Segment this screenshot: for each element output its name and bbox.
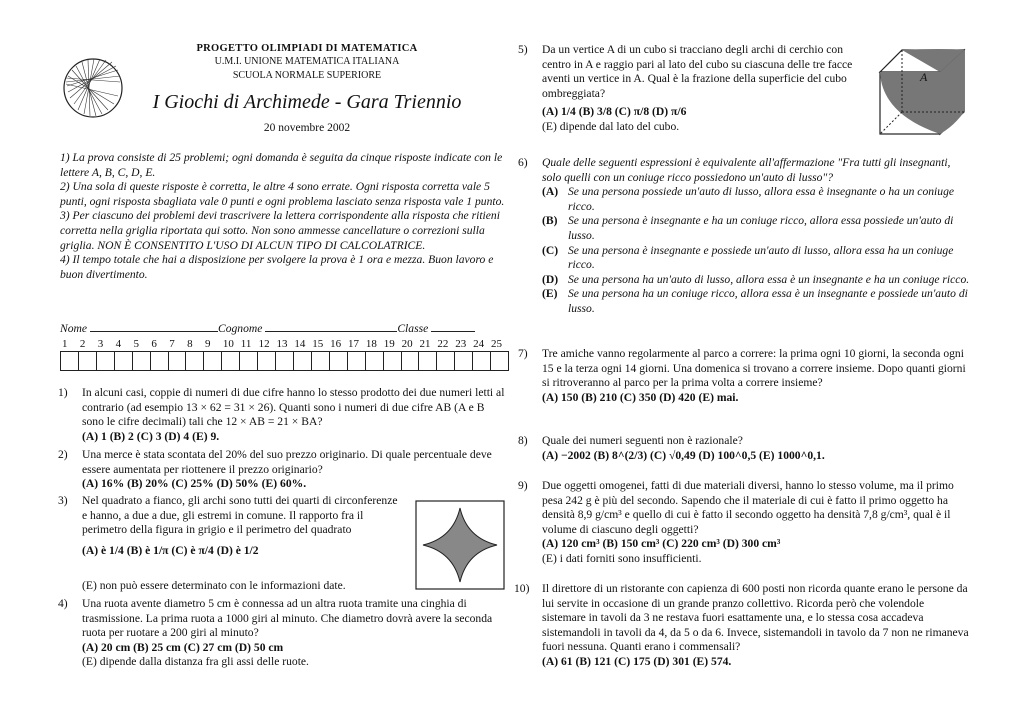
option-key: (B) [542, 214, 558, 228]
exam-date: 20 novembre 2002 [263, 122, 351, 134]
answer-options: (A) 61 (B) 121 (C) 175 (D) 301 (E) 574. [542, 654, 732, 668]
answer-grid-numbers [60, 338, 507, 350]
option-key: (D) [542, 272, 559, 286]
option-key: (E) [542, 287, 558, 301]
grid-number: 10 [222, 338, 234, 350]
cube-figure [874, 44, 970, 140]
rule-3: 3) Per ciascuno dei problemi devi trascrivere la lettera corrispondente alla risposta che ritieni corretta nella griglia riportata qui sotto. Non sono ammesse cancellature o correzioni sulla griglia. NON È CONSENTITO L'USO DI ALCUN TIPO DI CALCOLATRICE. [60, 209, 500, 252]
grid-number: 11 [240, 338, 252, 350]
answer-options: (A) è 1/4 (B) è 1/π (C) è π/4 (D) è 1/2 [82, 543, 259, 557]
grid-cell[interactable] [473, 352, 491, 370]
grid-number: 22 [437, 338, 449, 350]
grid-number: 18 [365, 338, 377, 350]
grid-number: 20 [401, 338, 413, 350]
grid-cell[interactable] [222, 352, 240, 370]
question-text: Da un vertice A di un cubo si tracciano degli archi di cerchio con centro in A e raggio pari al lato del cubo su ciascuna delle tre facce aventi un vertice in A. Qual è la frazione della superficie del cubo ombreggiata? [542, 43, 853, 100]
question-text: Una ruota avente diametro 5 cm è connessa ad un altra ruota tramite una cinghia di trasmissione. La prima ruota a 1000 giri al minuto. Che diametro dovrà avere la seconda ruota per ruotare a 200 giri al minuto? [82, 597, 493, 640]
question-text: Tre amiche vanno regolarmente al parco a correre: la prima ogni 10 giorni, la seconda ogni 15 e la terza ogni 14 giorni. Una domenica si trovano a correre insieme. Dopo quanti giorni si ritroveranno al parco per la prima volta a correre insieme? [542, 347, 966, 390]
grid-cell[interactable] [348, 352, 366, 370]
name-label: Nome [60, 322, 88, 335]
option-text: Se una persona possiede un'auto di lusso, allora essa è insegnante o ha un coniuge ricco. [568, 185, 955, 213]
grid-number: 13 [276, 338, 288, 350]
grid-cell[interactable] [384, 352, 402, 370]
question-text: Una merce è stata scontata del 20% del suo prezzo originario. Di quale percentuale deve essere aumentata per riottenere il prezzo originario? [82, 448, 492, 476]
grid-cell[interactable] [330, 352, 348, 370]
grid-number: 19 [383, 338, 395, 350]
grid-cell[interactable] [79, 352, 97, 370]
org-line-1: PROGETTO OLIMPIADI DI MATEMATICA [196, 43, 418, 54]
grid-number: 15 [312, 338, 324, 350]
grid-number: 14 [294, 338, 306, 350]
question-8 [520, 434, 970, 463]
rule-4: 4) Il tempo totale che hai a disposizione per svolgere la prova è 1 ora e mezza. Buon lavoro e buon divertimento. [60, 253, 494, 281]
grid-cell[interactable] [491, 352, 508, 370]
grid-number: 21 [419, 338, 431, 350]
grid-number: 9 [205, 338, 211, 350]
answer-options: (A) 150 (B) 210 (C) 350 (D) 420 (E) mai. [542, 390, 739, 404]
option-key: (C) [542, 243, 559, 257]
question-7 [520, 347, 970, 405]
class-label: Classe [397, 322, 429, 335]
option-b [520, 214, 970, 243]
question-10 [514, 582, 970, 670]
grid-cell[interactable] [186, 352, 204, 370]
student-form [60, 321, 508, 337]
grid-cell[interactable] [276, 352, 294, 370]
archimedes-logo [62, 48, 124, 128]
answer-options: (A) 120 cm³ (B) 150 cm³ (C) 220 cm³ (D) 300 cm³ [542, 537, 781, 551]
grid-cell[interactable] [169, 352, 187, 370]
question-number: 4) [58, 597, 68, 610]
question-text: Quale delle seguenti espressioni è equivalente all'affermazione "Fra tutti gli insegnanti, solo quelli con un coniuge ricco possiedono un'auto di lusso"? [542, 156, 951, 184]
option-key: (A) [542, 185, 559, 199]
question-2 [60, 448, 508, 492]
grid-cell[interactable] [258, 352, 276, 370]
answer-options: (A) 20 cm (B) 25 cm (C) 27 cm (D) 50 cm [82, 640, 284, 654]
grid-number: 2 [79, 338, 86, 350]
grid-number: 24 [473, 338, 485, 350]
answer-option-e: (E) i dati forniti sono insufficienti. [542, 551, 702, 565]
grid-cell[interactable] [151, 352, 169, 370]
rule-1: 1) La prova consiste di 25 problemi; ogni domanda è seguita da cinque risposte indicate con le lettere A, B, C, D, E. [60, 151, 503, 179]
question-number: 6) [518, 156, 528, 169]
grid-number: 5 [133, 338, 139, 350]
option-c [520, 244, 970, 273]
question-number: 2) [58, 448, 68, 461]
grid-cell[interactable] [61, 352, 79, 370]
grid-cell[interactable] [133, 352, 151, 370]
answer-option-e: (E) dipende dalla distanza fra gli assi delle ruote. [82, 655, 309, 669]
grid-cell[interactable] [402, 352, 420, 370]
grid-number: 17 [348, 338, 359, 350]
grid-number: 6 [151, 338, 157, 350]
question-number: 8) [518, 434, 528, 447]
grid-number: 8 [187, 338, 193, 350]
grid-cell[interactable] [294, 352, 312, 370]
grid-number: 1 [62, 338, 68, 350]
org-line-2: U.M.I. UNIONE MATEMATICA ITALIANA [214, 56, 400, 67]
option-e [520, 287, 970, 316]
answer-option-e: (E) non può essere determinato con le informazioni date. [82, 579, 346, 592]
grid-number: 7 [169, 338, 175, 350]
option-text: Se una persona è insegnante e possiede un'auto di lusso, allora essa ha un coniuge ricco. [568, 243, 954, 272]
option-text: Se una persona ha un'auto di lusso, allora essa è un insegnante e ha un coniuge ricco. [568, 272, 970, 286]
grid-cell[interactable] [419, 352, 437, 370]
rule-2: 2) Una sola di queste risposte è corretta, le altre 4 sono errate. Ogni risposta corretta vale 5 punti, ogni risposta sbagliata vale 0 punti e ogni problema lasciato senza risposta vale 1 punto. [60, 180, 505, 208]
question-5 [520, 43, 860, 135]
question-text: Il direttore di un ristorante con capienza di 600 posti non ricorda quante erano le persone da lui servite in occasione di un grande pranzo collettivo. Ricorda però che volendole sistemare in tavoli da 3 ne restava fuori esattamente una, e lo stessa cosa accadeva sistemandoli in tavoli da 4, da 5 o da 6. Invece, sistemandoli in tavolo da 7 non ne rimaneva fuori nessuna. Quanti erano i commensali? [542, 582, 969, 654]
option-d [520, 273, 970, 288]
grid-cell[interactable] [115, 352, 133, 370]
grid-cell[interactable] [437, 352, 455, 370]
answer-options: (A) −2002 (B) 8^(2/3) (C) √0,49 (D) 100^0,5 (E) 1000^0,1. [542, 448, 825, 462]
question-6 [520, 156, 970, 317]
answer-options: (A) 1/4 (B) 3/8 (C) π/8 (D) π/6 [542, 105, 687, 119]
grid-cell[interactable] [204, 352, 222, 370]
answer-options: (A) 1 (B) 2 (C) 3 (D) 4 (E) 9. [82, 429, 220, 443]
grid-cell[interactable] [97, 352, 115, 370]
grid-number: 23 [455, 338, 467, 350]
grid-number: 25 [491, 338, 502, 350]
question-4 [60, 597, 508, 670]
question-number: 1) [58, 386, 68, 399]
question-number: 7) [518, 347, 528, 360]
answer-options: (A) 16% (B) 20% (C) 25% (D) 50% (E) 60%. [82, 477, 307, 491]
grid-number: 3 [97, 338, 104, 350]
option-a [520, 185, 970, 214]
question-3 [60, 494, 400, 558]
square-arcs-figure [415, 500, 505, 590]
option-text: Se una persona ha un coniuge ricco, allora essa è un insegnante e possiede un'auto di lusso. [568, 287, 968, 315]
answer-option-e: (E) dipende dal lato del cubo. [542, 119, 680, 133]
question-text: Quale dei numeri seguenti non è razionale? [542, 434, 743, 447]
question-1 [60, 386, 508, 444]
surname-label: Cognome [217, 322, 263, 335]
surname-field[interactable] [265, 321, 397, 332]
question-number: 9) [518, 479, 528, 492]
question-text: In alcuni casi, coppie di numeri di due cifre hanno lo stesso prodotto dei due numeri letti al contrario (ad esempio 13 × 62 = 31 × 26). Quanti sono i numeri di due cifre AB (A e B sono le cifre decimali) tali che 12 × AB = 21 × BA? [82, 386, 505, 429]
question-number: 3) [58, 494, 68, 507]
vertex-label-a: A [920, 70, 928, 84]
grid-number: 4 [115, 338, 122, 350]
page-title: I Giochi di Archimede - Gara Triennio [152, 91, 462, 113]
name-field[interactable] [90, 321, 218, 332]
org-line-3: SCUOLA NORMALE SUPERIORE [232, 70, 382, 81]
class-field[interactable] [431, 321, 475, 332]
question-text: Due oggetti omogenei, fatti di due materiali diversi, hanno lo stesso volume, ma il primo pesa 242 g è più del secondo. Sapendo che il materiale di cui è fatto il primo oggetto ha densità 8,9 g/cm³ e quello di cui è fatto il secondo oggetto ha densità 7,8 g/cm³, qual è il volume di ciascuno degli oggetti? [542, 479, 954, 536]
grid-cell[interactable] [240, 352, 258, 370]
rules-list [60, 151, 508, 282]
answer-grid[interactable] [60, 351, 509, 371]
question-text: Nel quadrato a fianco, gli archi sono tutti dei quarti di circonferenze e hanno, a due a due, gli estremi in comune. Il rapporto fra il perimetro della figura in grigio e il perimetro del quadrato [82, 494, 398, 537]
grid-cell[interactable] [312, 352, 330, 370]
question-number: 10) [514, 582, 530, 595]
grid-number: 12 [258, 338, 270, 350]
grid-cell[interactable] [366, 352, 384, 370]
grid-cell[interactable] [455, 352, 473, 370]
question-9 [520, 479, 970, 567]
option-text: Se una persona è insegnante e ha un coniuge ricco, allora essa possiede un'auto di lusso. [568, 214, 954, 242]
grid-number: 16 [330, 338, 342, 350]
question-number: 5) [518, 43, 528, 56]
